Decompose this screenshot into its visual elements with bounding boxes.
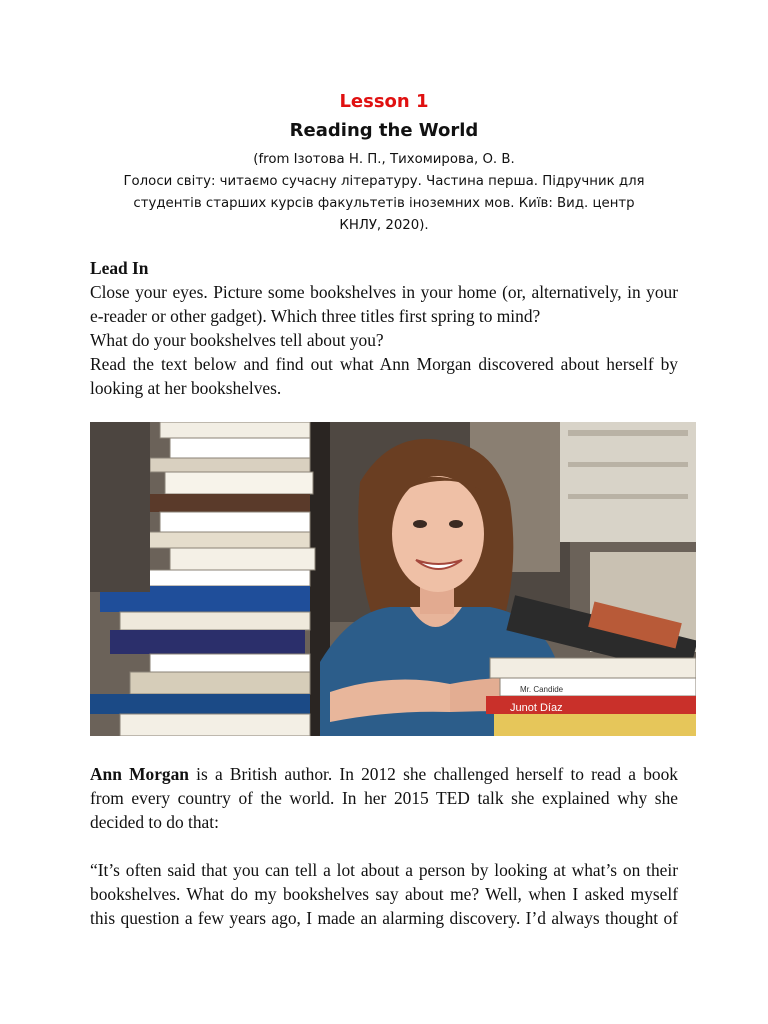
author-name: Ann Morgan [90,764,189,784]
intro-paragraph [90,762,678,834]
page-title: Reading the World [289,120,479,141]
source-line: (from Ізотова Н. П., Тихомирова, О. В. [253,152,515,167]
book-spine-text: Mr. Candide [520,685,564,694]
paragraph-line: looking at her bookshelves. [90,378,282,398]
lead-in-section [90,256,678,400]
source-citation [0,149,768,237]
author-photo [90,422,696,736]
paragraph-line: decided to do that: [90,812,219,832]
lesson-number: Lesson 1 [339,91,429,112]
photo-woman-with-books-icon [90,422,696,736]
paragraph-line: this question a few years ago, I made an alarming discovery. I’d always thought of [90,908,678,928]
section-heading: Lead In [90,258,149,278]
paragraph-line: bookshelves. What do my bookshelves say about me? Well, when I asked myself [90,884,678,904]
source-line: КНЛУ, 2020). [339,218,429,233]
paragraph-line: Read the text below and find out what Ann Morgan discovered about herself by [90,354,678,374]
paragraph-line: from every country of the world. In her 2015 TED talk she explained why she [90,788,678,808]
source-line: Голоси світу: читаємо сучасну літературу. Частина перша. Підручник для [123,174,645,189]
paragraph-line: What do your bookshelves tell about you? [90,330,384,350]
quote-paragraph [90,858,678,930]
paragraph-line: “It’s often said that you can tell a lot about a person by looking at what’s on their [90,860,678,880]
source-line: студентів старших курсів факультетів іноземних мов. Київ: Вид. центр [133,196,635,211]
paragraph-text: is a British author. In 2012 she challenged herself to read a book [188,764,678,784]
paragraph-line: e-reader or other gadget). Which three titles first spring to mind? [90,306,541,326]
book-spine-text: Junot Díaz [510,702,563,714]
paragraph-line: Close your eyes. Picture some bookshelves in your home (or, alternatively, in your [90,282,678,302]
